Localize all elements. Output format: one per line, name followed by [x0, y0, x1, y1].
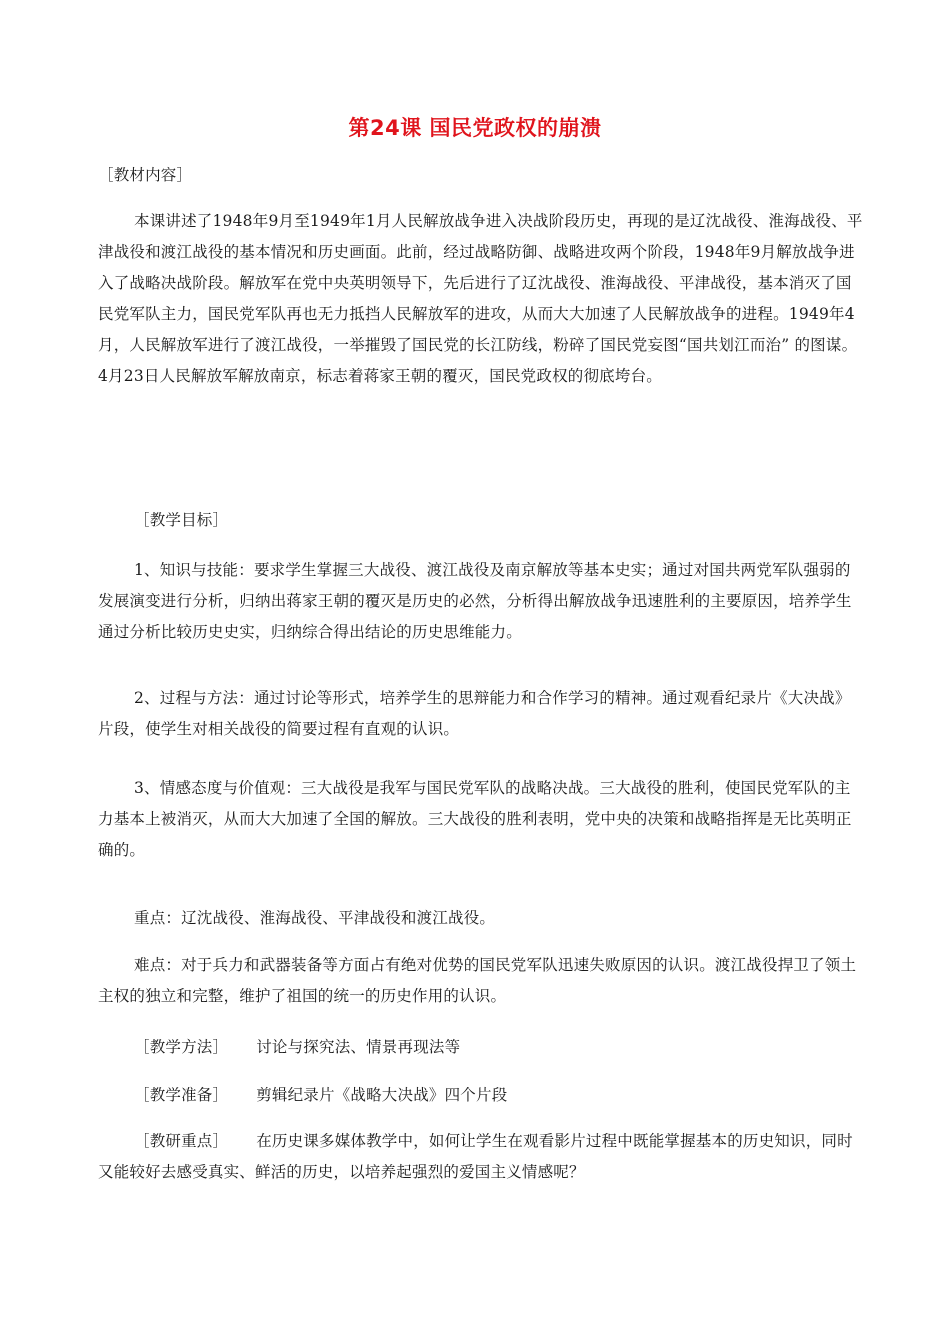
research-label: ［教研重点］ [134, 1132, 229, 1150]
content-paragraph: 本课讲述了1948年9月至1949年1月人民解放战争进入决战阶段历史，再现的是辽沈战役、淮海战役、平津战役和渡江战役的基本情况和历史画面。此前，经过战略防御、战略进攻两个阶段，1948年9月解放战争进入了战略决战阶段。解放军在党中央英明领导下，先后进行了辽沈战役、淮海战役、平津战役，基本消灭了国民党军队主力，国民党军队再也无力抵挡人民解放军的进攻，从而大大加速了人民解放战争的进程。1949年4月，人民解放军进行了渡江战役，一举摧毁了国民党的长江防线，粉碎了国民党妄图“国共划江而治” 的图谋。4月23日人民解放军解放南京，标志着蒋家王朝的覆灭，国民党政权的彻底垮台。 [98, 212, 863, 385]
difficulties: 难点：对于兵力和武器装备等方面占有绝对优势的国民党军队迅速失败原因的认识。渡江战役捍卫了领土主权的独立和完整，维护了祖国的统一的历史作用的认识。 [98, 956, 857, 1005]
method-label: ［教学方法］ [134, 1038, 229, 1056]
key-points: 重点：辽沈战役、淮海战役、平津战役和渡江战役。 [134, 909, 496, 927]
teaching-preparation [98, 1080, 863, 1111]
research-text: 在历史课多媒体教学中，如何让学生在观看影片过程中既能掌握基本的历史知识，同时又能较好去感受真实、鲜活的历史，以培养起强烈的爱国主义情感呢？ [98, 1132, 853, 1181]
goal-values: 3、情感态度与价值观：三大战役是我军与国民党军队的战略决战。三大战役的胜利，使国民党军队的主力基本上被消灭，从而大大加速了全国的解放。三大战役的胜利表明，党中央的决策和战略指挥是无比英明正确的。 [98, 779, 852, 859]
teaching-method [98, 1032, 863, 1063]
section-label-content: ［教材内容］ [98, 166, 193, 184]
prep-text: 剪辑纪录片《战略大决战》四个片段 [256, 1086, 508, 1104]
section-label-goals: ［教学目标］ [134, 511, 229, 529]
goal-knowledge-skills: 1、知识与技能：要求学生掌握三大战役、渡江战役及南京解放等基本史实；通过对国共两党军队强弱的发展演变进行分析，归纳出蒋家王朝的覆灭是历史的必然，分析得出解放战争迅速胜利的主要原因，培养学生通过分析比较历史史实，归纳综合得出结论的历史思维能力。 [98, 561, 852, 641]
research-focus [98, 1126, 863, 1188]
goal-process-methods: 2、过程与方法：通过讨论等形式，培养学生的思辩能力和合作学习的精神。通过观看纪录片《大决战》片段，使学生对相关战役的简要过程有直观的认识。 [98, 689, 851, 738]
method-text: 讨论与探究法、情景再现法等 [256, 1038, 461, 1056]
prep-label: ［教学准备］ [134, 1086, 229, 1104]
lesson-title: 第24课 国民党政权的崩溃 [348, 116, 602, 140]
